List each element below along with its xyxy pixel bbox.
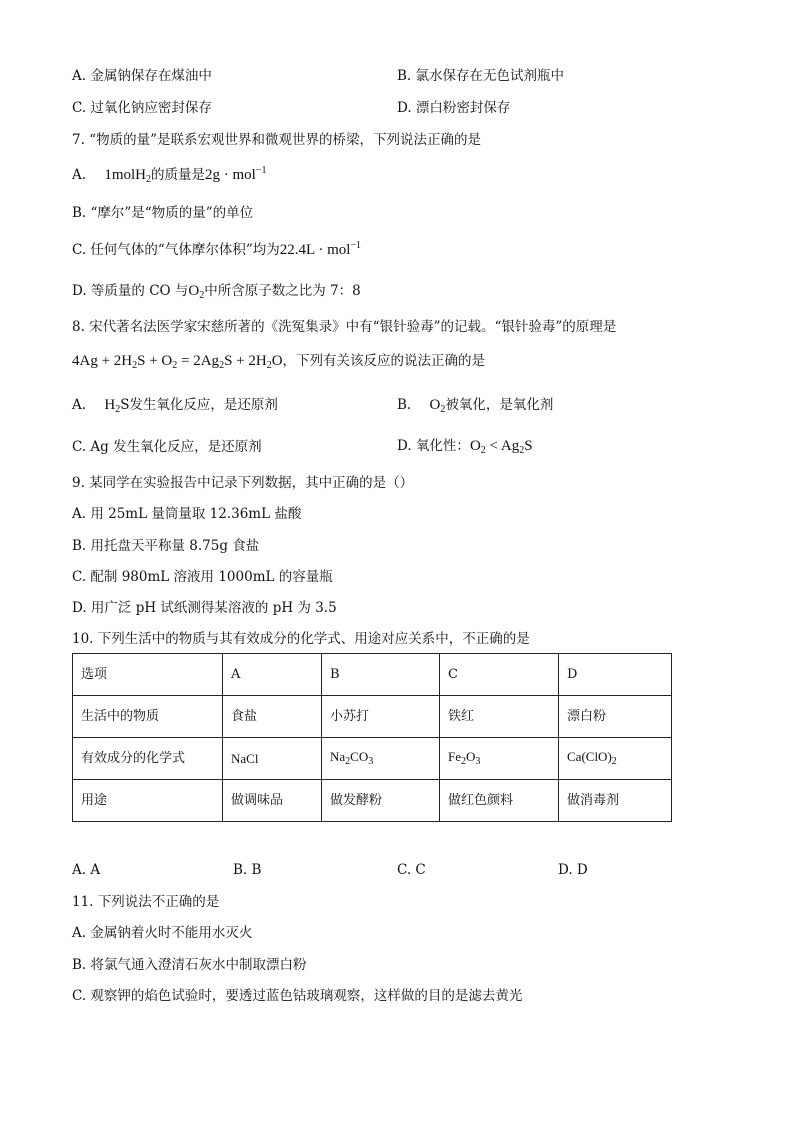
table-cell-formula — [322, 738, 440, 780]
eq-sub-1: 2 — [132, 360, 138, 371]
q8-equation-tail: ，下列有关该反应的说法正确的是 — [282, 353, 486, 369]
table-cell: B — [322, 654, 440, 696]
formula-sub: 2 — [345, 756, 351, 767]
q11-stem: 11. 下列说法不正确的是 — [72, 894, 220, 910]
table-cell: C — [440, 654, 559, 696]
table-cell: A — [223, 654, 322, 696]
q11-option-c: C. 观察钾的焰色试验时，要透过蓝色钴玻璃观察，这样做的目的是滤去黄光 — [72, 988, 523, 1004]
q8-b-formula-text: O — [429, 397, 441, 413]
table-cell: 用途 — [73, 780, 223, 822]
q7-c-unit-sup: −1 — [350, 240, 362, 251]
q7-a-unit — [205, 167, 266, 183]
formula-sub: 3 — [475, 756, 481, 767]
formula-part: O — [466, 749, 476, 764]
q7-d-formula — [188, 283, 204, 299]
eq-part-4: S + 2H — [224, 353, 267, 369]
table-row — [73, 738, 672, 780]
formula-part: Fe — [448, 749, 461, 764]
q11-option-a: A. 金属钠着火时不能用水灭火 — [72, 925, 253, 941]
q7-d-post: 中所含原子数之比为 7：8 — [204, 283, 361, 299]
q8-b-prefix: B. — [397, 397, 412, 413]
q10-answer-a: A. A — [72, 862, 101, 878]
table-row — [73, 780, 672, 822]
q8-a-prefix: A. — [72, 397, 87, 413]
eq-part-3: = 2Ag — [177, 353, 220, 369]
q8-d-formula — [470, 438, 533, 454]
table-cell: 做红色颜料 — [440, 780, 559, 822]
q9-option-d: D. 用广泛 pH 试纸测得某溶液的 pH 为 3.5 — [72, 600, 337, 616]
q6-option-d: D. 漂白粉密封保存 — [397, 100, 511, 116]
eq-sub-2: 2 — [172, 360, 178, 371]
q8-option-d — [397, 437, 533, 457]
table-cell-formula: NaCl — [223, 738, 322, 780]
q9-stem: 9. 某同学在实验报告中记录下列数据，其中正确的是（） — [72, 475, 414, 491]
q7-a-formula-sub: 2 — [146, 174, 152, 185]
q8-d-prefix: D. 氧化性： — [397, 438, 470, 454]
q8-d-o: O — [469, 438, 481, 454]
q6-option-a: A. 金属钠保存在煤油中 — [72, 68, 212, 84]
q10-table — [72, 653, 672, 822]
eq-sub-4: 2 — [266, 360, 272, 371]
q7-d-formula-sub: 2 — [199, 290, 205, 301]
table-cell: 生活中的物质 — [73, 696, 223, 738]
q7-c-text: C. 任何气体的“气体摩尔体积”均为 — [72, 242, 280, 258]
q10-answer-d: D. D — [558, 862, 588, 878]
q8-d-o-sub: 2 — [480, 445, 486, 456]
q8-b-formula-sub: 2 — [440, 404, 446, 415]
eq-part-5: O — [271, 353, 283, 369]
table-cell: D — [559, 654, 672, 696]
q7-option-d — [72, 282, 361, 302]
q8-a-text: S发生氧化反应，是还原剂 — [120, 397, 278, 413]
q7-d-pre: D. 等质量的 CO 与 — [72, 283, 189, 299]
q7-a-formula — [104, 167, 151, 183]
q7-c-unit — [280, 242, 361, 258]
formula-part: Ca(ClO) — [567, 749, 612, 764]
q6-option-c: C. 过氧化钠应密封保存 — [72, 100, 212, 116]
q7-a-text: 的质量是 — [151, 167, 206, 183]
q8-equation-line — [72, 352, 485, 372]
table-cell: 选项 — [73, 654, 223, 696]
q7-c-unit-text: 22.4L · mol — [279, 242, 351, 258]
table-cell-formula — [559, 738, 672, 780]
table-row — [73, 654, 672, 696]
table-cell: 铁红 — [440, 696, 559, 738]
q8-b-text: 被氧化，是氧化剂 — [445, 397, 554, 413]
formula-sub: 3 — [368, 756, 374, 767]
q7-a-prefix: A. — [72, 167, 87, 183]
q7-a-unit-sup: −1 — [255, 165, 267, 176]
eq-part-2: S + O — [137, 353, 173, 369]
table-cell: 食盐 — [223, 696, 322, 738]
q9-option-a: A. 用 25mL 量筒量取 12.36mL 盐酸 — [72, 506, 302, 522]
q8-equation — [72, 353, 283, 369]
q8-a-formula-sub: 2 — [115, 404, 121, 415]
formula-part: CO — [350, 749, 369, 764]
q10-stem: 10. 下列生活中的物质与其有效成分的化学式、用途对应关系中，不正确的是 — [72, 631, 530, 647]
eq-part-1: 4Ag + 2H — [72, 353, 133, 369]
q8-a-formula — [104, 397, 120, 413]
formula-sub: 2 — [611, 756, 617, 767]
table-cell: 做调味品 — [223, 780, 322, 822]
q7-option-c — [72, 240, 361, 259]
eq-sub-3: 2 — [219, 360, 225, 371]
q8-option-a — [72, 396, 278, 416]
table-cell: 做消毒剂 — [559, 780, 672, 822]
q7-a-formula-text: 1molH — [104, 167, 147, 183]
table-cell: 漂白粉 — [559, 696, 672, 738]
q8-option-b — [397, 396, 553, 416]
formula-part: Na — [330, 749, 346, 764]
q11-option-b: B. 将氯气通入澄清石灰水中制取漂白粉 — [72, 957, 307, 973]
q8-b-formula — [430, 397, 446, 413]
table-row — [73, 696, 672, 738]
q8-d-ag-sub: 2 — [519, 445, 525, 456]
q7-a-unit-text: 2g · mol — [205, 167, 256, 183]
q8-d-s: S — [524, 438, 533, 454]
q9-option-c: C. 配制 980mL 溶液用 1000mL 的容量瓶 — [72, 569, 333, 585]
q8-stem: 8. 宋代著名法医学家宋慈所著的《洗冤集录》中有“银针验毒”的记载。“银针验毒”的原理是 — [72, 319, 617, 335]
q7-d-formula-text: O — [188, 283, 200, 299]
formula-sub: 2 — [461, 756, 466, 767]
table-cell: 做发酵粉 — [322, 780, 440, 822]
q8-d-ag: < Ag — [485, 438, 520, 454]
q7-option-a — [72, 165, 267, 186]
table-cell: 有效成分的化学式 — [73, 738, 223, 780]
q8-a-formula-text: H — [104, 397, 116, 413]
table-cell-formula — [440, 738, 559, 780]
q8-option-c: C. Ag 发生氧化反应，是还原剂 — [72, 439, 262, 455]
q7-stem: 7. “物质的量”是联系宏观世界和微观世界的桥梁，下列说法正确的是 — [72, 132, 481, 148]
q10-answer-b: B. B — [233, 862, 262, 878]
table-cell: 小苏打 — [322, 696, 440, 738]
q7-option-b: B. “摩尔”是“物质的量”的单位 — [72, 205, 254, 221]
q9-option-b: B. 用托盘天平称量 8.75g 食盐 — [72, 538, 260, 554]
q6-option-b: B. 氯水保存在无色试剂瓶中 — [397, 68, 565, 84]
q10-answer-c: C. C — [397, 862, 426, 878]
